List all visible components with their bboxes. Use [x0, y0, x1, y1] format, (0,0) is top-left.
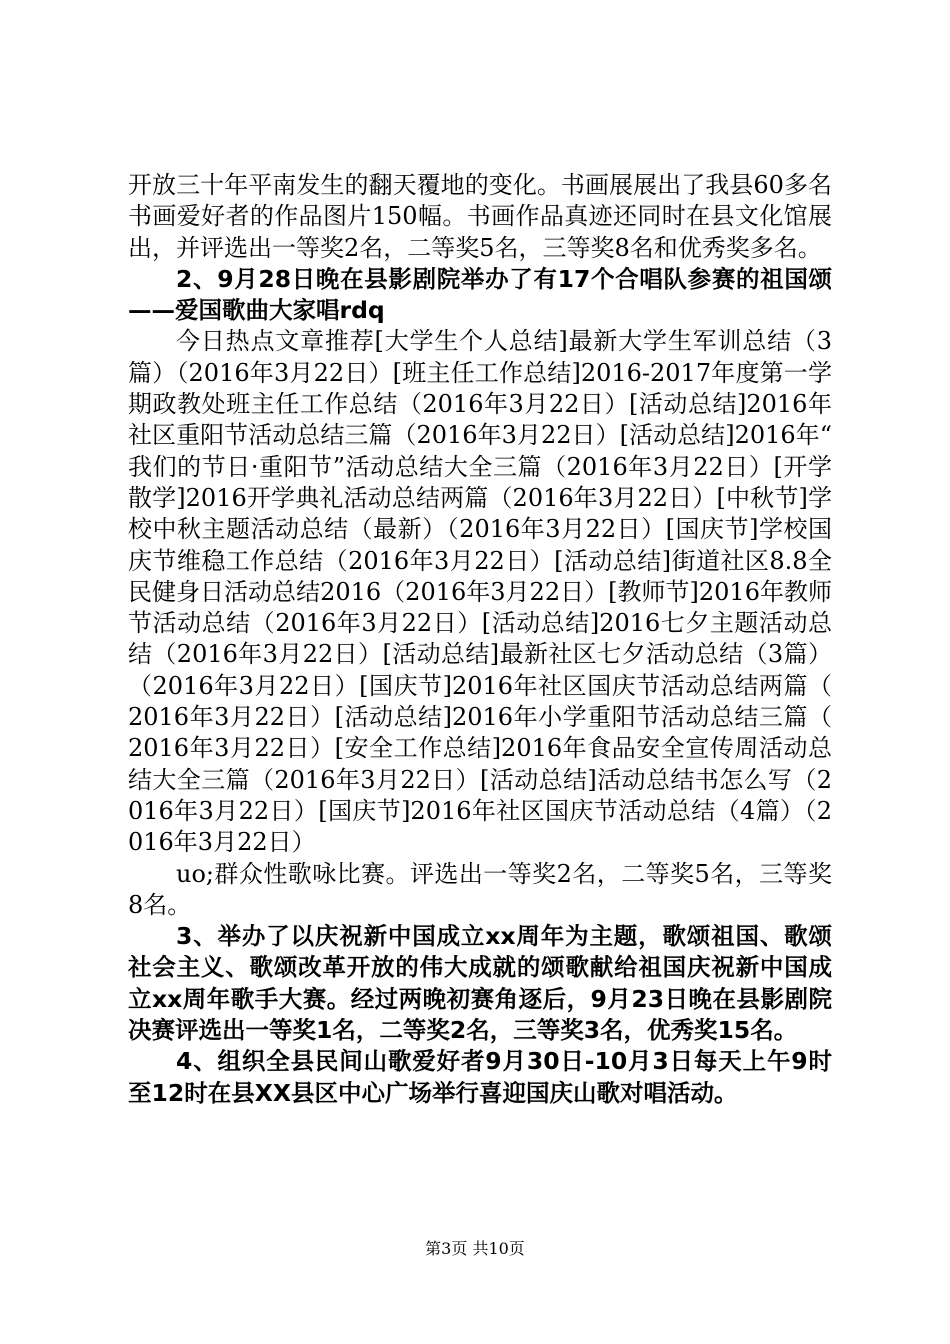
paragraph-exhibition: 开放三十年平南发生的翻天覆地的变化。书画展展出了我县60多名书画爱好者的作品图片150幅。书画作品真迹还同时在县文化馆展出，并评选出一等奖2名，二等奖5名，三等奖8名和优秀奖多名。 — [128, 171, 832, 262]
page-number-footer: 第3页 共10页 — [425, 1239, 525, 1258]
paragraph-item-2-heading: 2、9月28日晚在县影剧院举办了有17个合唱队参赛的祖国颂——爱国歌曲大家唱rdq — [128, 264, 832, 325]
document-body — [128, 170, 832, 1109]
paragraph-item-4: 4、组织全县民间山歌爱好者9月30日-10月3日每天上午9时至12时在县XX县区中心广场举行喜迎国庆山歌对唱活动。 — [128, 1047, 832, 1107]
paragraph-article-recommendations: 今日热点文章推荐[大学生个人总结]最新大学生军训总结（3篇）（2016年3月22日）[班主任工作总结]2016-2017年度第一学期政教处班主任工作总结（2016年3月22日）[活动总结]2016年社区重阳节活动总结三篇（2016年3月22日）[活动总结]2016年“我们的节日·重阳节”活动总结大全三篇（2016年3月22日）[开学散学]2016开学典礼活动总结两篇（2016年3月22日）[中秋节]学校中秋主题活动总结（最新）（2016年3月22日）[国庆节]学校国庆节维稳工作总结（2016年3月22日）[活动总结]街道社区8.8全民健身日活动总结2016（2016年3月22日）[教师节]2016年教师节活动总结（2016年3月22日）[活动总结]2016七夕主题活动总结（2016年3月22日）[活动总结]最新社区七夕活动总结（3篇）（2016年3月22日）[国庆节]2016年社区国庆节活动总结两篇（2016年3月22日）[活动总结]2016年小学重阳节活动总结三篇（2016年3月22日）[安全工作总结]2016年食品安全宣传周活动总结大全三篇（2016年3月22日）[活动总结]活动总结书怎么写（2016年3月22日）[国庆节]2016年社区国庆节活动总结（4篇）（2016年3月22日） — [128, 327, 832, 857]
paragraph-singing-contest-result: uo;群众性歌咏比赛。评选出一等奖2名，二等奖5名，三等奖8名。 — [128, 859, 832, 919]
paragraph-item-3: 3、举办了以庆祝新中国成立xx周年为主题，歌颂祖国、歌颂社会主义、歌颂改革开放的伟大成就的颂歌献给祖国庆祝新中国成立xx周年歌手大赛。经过两晚初赛角逐后，9月23日晚在县影剧院决赛评选出一等奖1名，二等奖2名，三等奖3名，优秀奖15名。 — [128, 922, 832, 1045]
